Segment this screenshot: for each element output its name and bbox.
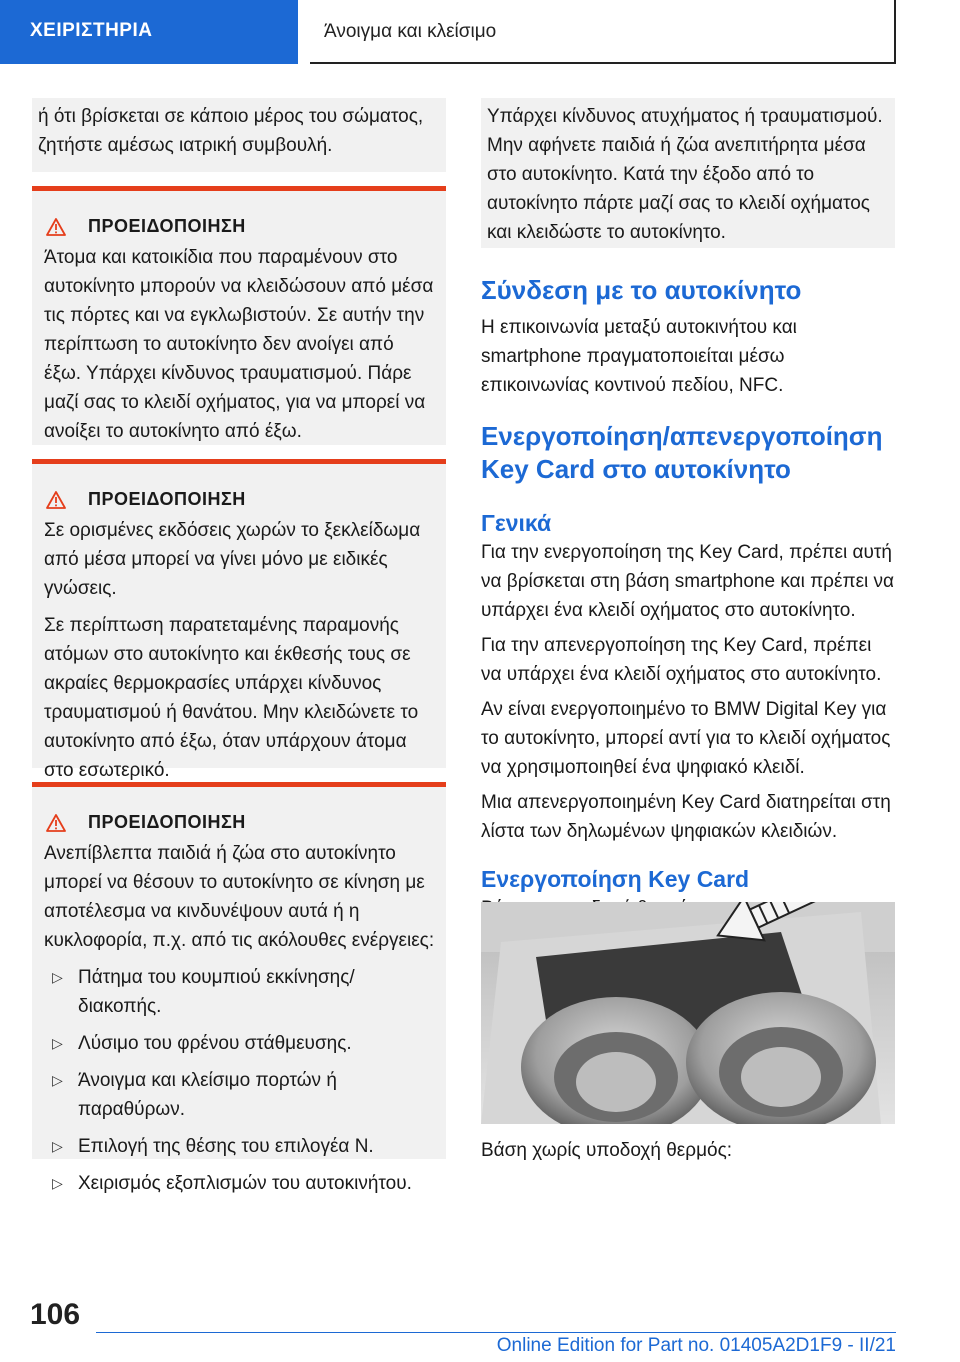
- general-paragraph: Για την απενεργοποίηση της Key Card, πρέπει να υπάρχει ένα κλειδί οχήματος στο αυτοκίνητο.: [481, 635, 882, 685]
- warning-text: Άτομα και κατοικίδια που παραμένουν στο αυτοκίνητο μπορούν να κλειδώσουν από μέσα τις πόρτες και να εγκλωβιστούν. Σε αυτήν την περίπτωση το αυτοκίνητο δεν ανοίγει από έξω. Υπάρχει κίνδυνος τραυματισμού. Πάρε μαζί σας το κλειδί οχήματος, για να μπορεί να ανοίξει το αυτοκίνητο από έξω.: [44, 247, 434, 442]
- footer-divider: [96, 1332, 896, 1333]
- warning-box-2: [32, 459, 446, 781]
- header-chapter-label: Άνοιγμα και κλείσιμο: [324, 21, 497, 42]
- base-no-heated-caption: Βάση χωρίς υποδοχή θερμός:: [481, 1140, 733, 1161]
- page-number: 106: [30, 1298, 81, 1331]
- list-item: ▷ Χειρισμός εξοπλισμών του αυτοκινήτου.: [38, 1169, 434, 1198]
- left-column: [32, 98, 446, 1194]
- warning-icon: [46, 218, 66, 236]
- smartphone-base-photo: [481, 902, 895, 1124]
- warning-icon: [46, 814, 66, 832]
- warning-text: Ανεπίβλεπτα παιδιά ή ζώα στο αυτοκίνητο μπορεί να θέσουν το αυτοκίνητο σε κίνηση με αποτέλεσμα να κινδυνέψουν αυτά ή η κυκλοφορία, π.χ. από τις ακόλουθες ενέργειες:: [44, 843, 435, 951]
- connect-text: Η επικοινωνία μεταξύ αυτοκινήτου και smartphone πραγματοποιείται μέσω επικοινωνίας κοντινού πεδίου, NFC.: [481, 317, 797, 396]
- list-item: ▷ Επιλογή της θέσης του επιλογέα N.: [38, 1132, 434, 1161]
- triangle-bullet-icon: ▷: [52, 1138, 63, 1154]
- warning-title: ΠΡΟΕΙΔΟΠΟΙΗΣΗ: [46, 812, 440, 833]
- warning-bullet-list: [38, 963, 440, 1198]
- warning-text: Σε ορισμένες εκδόσεις χωρών το ξεκλείδωμα από μέσα μπορεί να γίνει μόνο με ειδικές γνώσεις.: [44, 520, 421, 599]
- triangle-bullet-icon: ▷: [52, 1175, 63, 1191]
- general-paragraph: Αν είναι ενεργοποιημένο το BMW Digital Key για το αυτοκίνητο, μπορεί αντί για το κλειδί οχήματος να χρησιμοποιηθεί ένα ψηφιακό κλειδί.: [481, 699, 891, 778]
- intro-text: ή ότι βρίσκεται σε κάποιο μέρος του σώματος, ζητήστε αμέσως ιατρική συμβουλή.: [38, 106, 424, 156]
- list-item: ▷ Πάτημα του κουμπιού εκκίνησης/διακοπής.: [38, 963, 434, 1021]
- cupholder-illustration: [481, 902, 895, 1124]
- warning-text: Σε περίπτωση παρατεταμένης παραμονής ατόμων στο αυτοκίνητο και έκθεσής τους σε ακραίες θερμοκρασίες υπάρχει κίνδυνος τραυματισμού ή θανάτου. Μην κλειδώνετε το αυτοκίνητο από έξω, όταν υπάρχουν άτομα στο εσωτερικό.: [44, 615, 419, 781]
- triangle-bullet-icon: ▷: [52, 969, 63, 985]
- warning-box-1: [32, 186, 446, 445]
- list-item: ▷ Άνοιγμα και κλείσιμο πορτών ή παραθύρων.: [38, 1066, 434, 1124]
- header-chapter: [310, 0, 896, 64]
- general-paragraph: Για την ενεργοποίηση της Key Card, πρέπει αυτή να βρίσκεται στη βάση smartphone και πρέπει να υπάρχει ένα κλειδί οχήματος στο αυτοκίνητο.: [481, 542, 895, 621]
- heading-connect: Σύνδεση με το αυτοκίνητο: [481, 275, 802, 305]
- heading-activate-card: Ενεργοποίηση Key Card: [481, 866, 750, 892]
- heading-activate: Ενεργοποίηση/απενεργοποίηση Key Card στο αυτοκίνητο: [481, 421, 883, 484]
- right-column: [481, 98, 895, 929]
- warning-continued-text: Υπάρχει κίνδυνος ατυχήματος ή τραυματισμού. Μην αφήνετε παιδιά ή ζώα ανεπιτήρητα μέσα στο αυτοκίνητο. Κατά την έξοδο από το αυτοκίνητο πάρτε μαζί σας το κλειδί οχήματος και κλειδώστε το αυτοκίνητο.: [487, 106, 883, 243]
- warning-box-3: [32, 782, 446, 1194]
- heading-general: Γενικά: [481, 510, 552, 536]
- warning-title: ΠΡΟΕΙΔΟΠΟΙΗΣΗ: [46, 216, 440, 237]
- warning-title: ΠΡΟΕΙΔΟΠΟΙΗΣΗ: [46, 489, 440, 510]
- intro-box: [32, 98, 446, 172]
- warning-icon: [46, 491, 66, 509]
- header-section-label: ΧΕΙΡΙΣΤΗΡΙΑ: [30, 20, 153, 41]
- list-item: ▷ Λύσιμο του φρένου στάθμευσης.: [38, 1029, 434, 1058]
- triangle-bullet-icon: ▷: [52, 1035, 63, 1051]
- general-paragraph: Μια απενεργοποιημένη Key Card διατηρείται στη λίστα των δηλωμένων ψηφιακών κλειδιών.: [481, 792, 891, 842]
- header-section-tab: [0, 0, 298, 64]
- triangle-bullet-icon: ▷: [52, 1072, 63, 1088]
- warning-continued-box: [481, 98, 895, 248]
- footer-edition: Online Edition for Part no. 01405A2D1F9 - II/21: [496, 1335, 896, 1356]
